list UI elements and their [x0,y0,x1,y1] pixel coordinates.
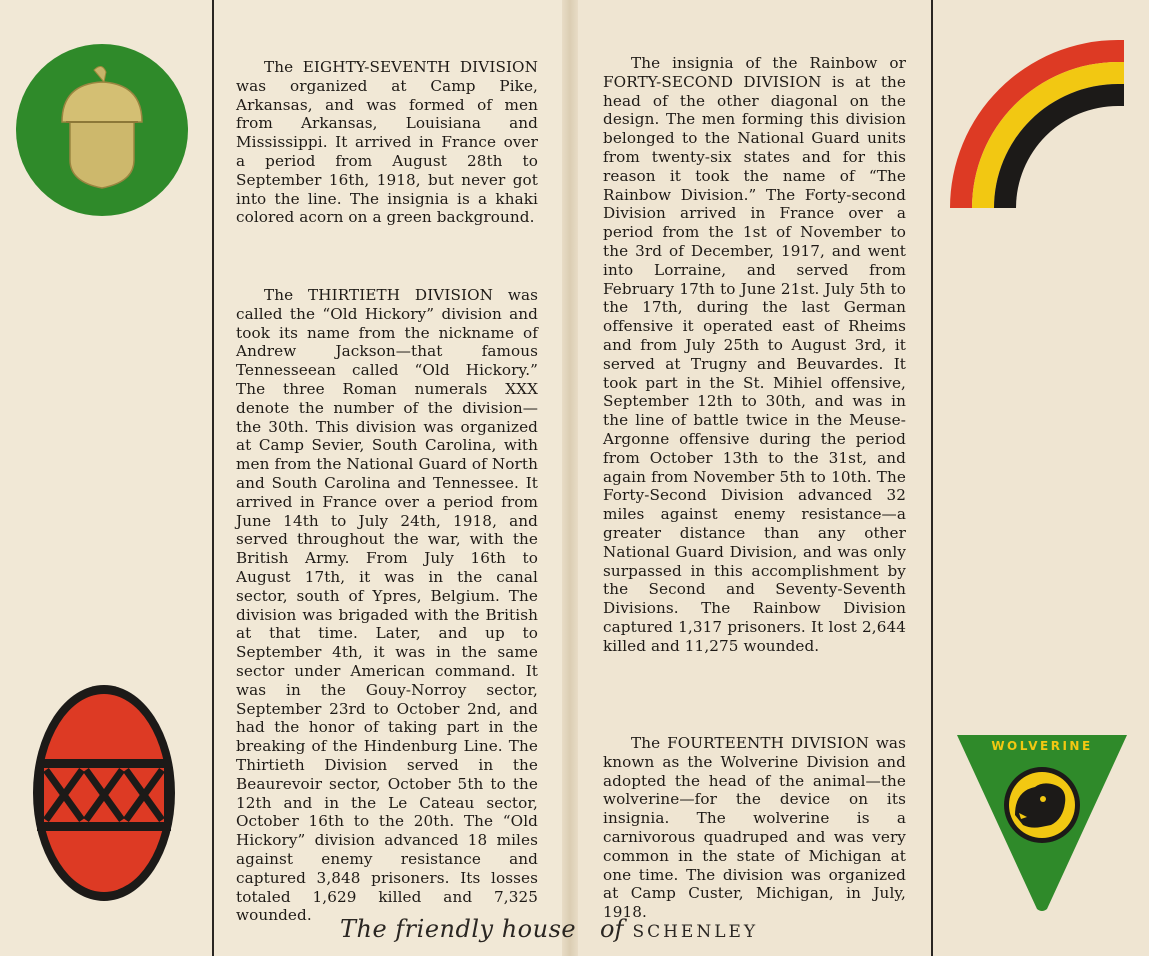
footer-brand-name: SCHENLEY [632,922,759,942]
forty-second-text: The insignia of the Rainbow or FORTY-SECOND DIVISION is at the head of the other diagonal on the design. The men forming this division belonged to the National Guard units from twenty-six states and for this reason it took the name of “The Rainbow Division.” The Forty-second Division arrived in France over a period from the 1st of November to the 3rd of December, 1917, and went into Lorraine, and served from February 17th to June 21st. July 5th to the 17th, during the last German offensive it operated east of Rheims and from July 25th to August 3rd, it served at Trugny and Beuvardes. It took part in the St. Mihiel offensive, September 12th to 30th, and was in the line of battle twice in the Meuse-Argonne offensive during the period from October 13th to the 31st, and again from November 5th to 10th. The Forty-Second Division advanced 32 miles against enemy resistance—a greater distance than any other National Guard Division, and was only surpassed in this accomplishment by the Second and Seventy-Seventh Divisions. The Rainbow Division captured 1,317 prisoners. It lost 2,644 killed and 11,275 wounded. [603,54,906,655]
footer-of: of [600,915,624,943]
eighty-seventh-division-paragraph [236,58,538,227]
old-hickory-insignia-icon [32,684,176,902]
column-rule-right [931,0,933,956]
page-gutter [562,0,578,956]
fourteenth-text: The FOURTEENTH DIVISION was known as the Wolverine Division and adopted the head of the animal—the wolverine—for the device on its insignia. The wolverine is a carnivorous quadruped and was very common in the state of Michigan at one time. The division was organized at Camp Custer, Michigan, in July, 1918. [603,734,906,922]
acorn-insignia-icon [14,42,190,218]
thirtieth-division-paragraph [236,286,538,925]
rainbow-insignia-icon [950,40,1124,208]
thirtieth-text: The THIRTIETH DIVISION was called the “Old Hickory” division and took its name from the nickname of Andrew Jackson—that famous Tennesseean called “Old Hickory.” The three Roman numerals XXX denote the number of the division—the 30th. This division was organized at Camp Sevier, South Carolina, with men from the National Guard of North and South Carolina and Tennessee. It arrived in France over a period from June 14th to July 24th, 1918, and served throughout the war, with the British Army. From July 16th to August 17th, it was in the canal sector, south of Ypres, Belgium. The division was brigaded with the British at that time. Later, and up to September 4th, it was in the same sector under American command. It was in the Gouy-Norroy sector, September 23rd to October 2nd, and had the honor of taking part in the breaking of the Hindenburg Line. The Thirtieth Division served in the Beaurevoir sector, October 5th to the 12th and in the Le Cateau sector, October 16th to the 20th. The “Old Hickory” division advanced 18 miles against enemy resistance and captured 3,848 prisoners. Its losses totaled 1,629 killed and 7,325 wounded. [236,286,538,925]
wolverine-label: WOLVERINE [991,739,1093,753]
forty-second-division-paragraph [603,54,906,656]
footer-brand [600,915,758,943]
eighty-seventh-text: The EIGHTY-SEVENTH DIVISION was organized at Camp Pike, Arkansas, and was formed of men from Arkansas, Louisiana and Mississippi. It arrived in France over a period from August 28th to September 16th, 1918, but never got into the line. The insignia is a khaki colored acorn on a green background. [236,58,538,227]
fourteenth-division-paragraph [603,734,906,922]
footer-tagline: The friendly house [340,915,577,943]
column-rule-left [212,0,214,956]
wolverine-insignia-icon [955,733,1129,911]
